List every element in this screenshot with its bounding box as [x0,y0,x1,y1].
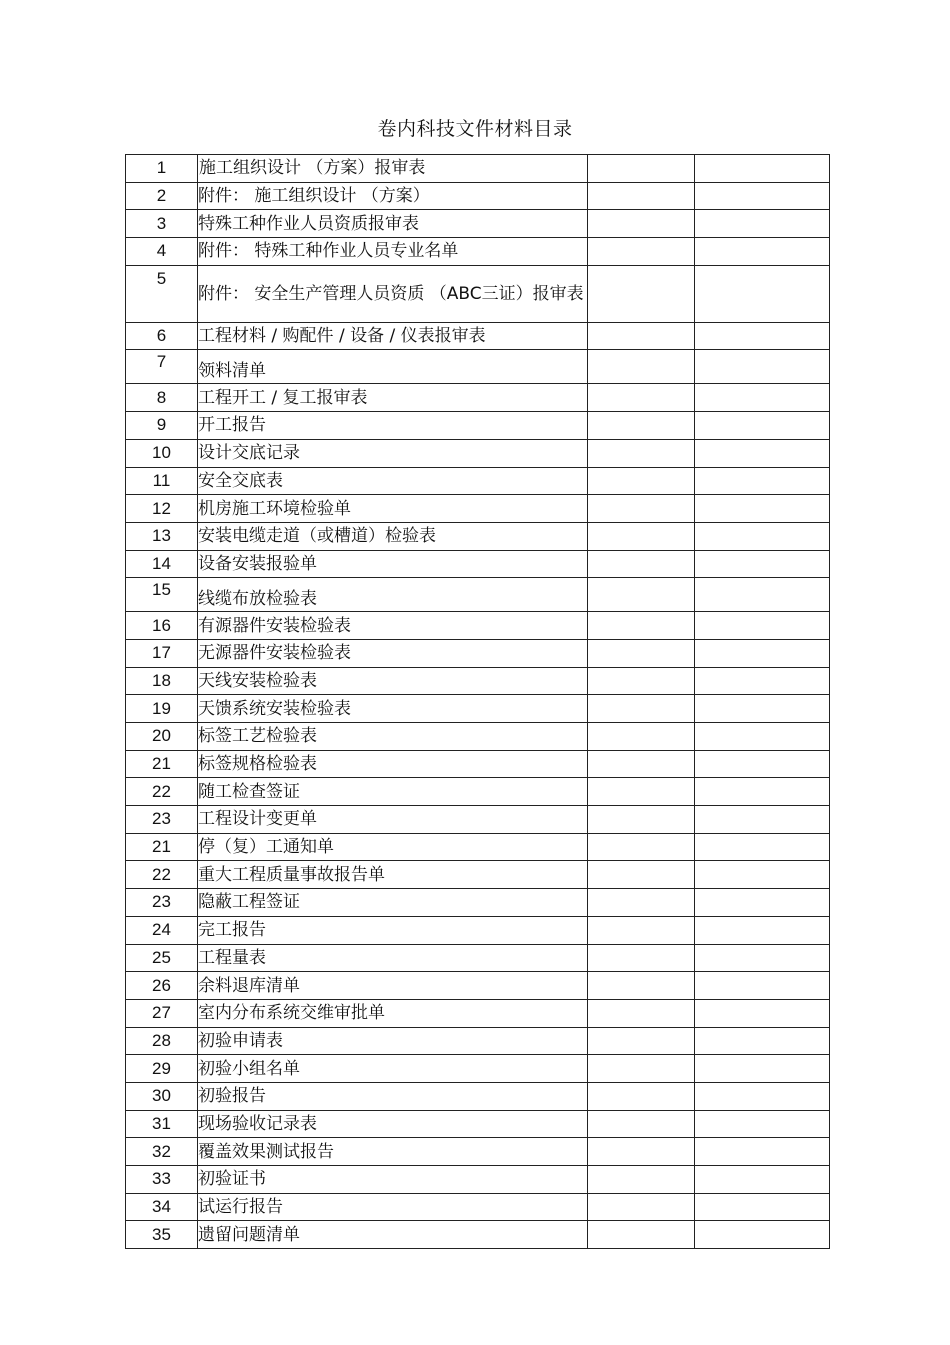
row-title: 开工报告 [198,412,588,440]
table-row [126,578,830,612]
row-empty-cell [695,350,830,384]
row-empty-cell [695,467,830,495]
table-row [126,350,830,384]
row-empty-cell [695,778,830,806]
row-number: 34 [126,1193,198,1221]
row-empty-cell [588,723,695,751]
row-title: 现场验收记录表 [198,1110,588,1138]
row-title: 天线安装检验表 [198,667,588,695]
row-empty-cell [695,522,830,550]
row-number: 22 [126,861,198,889]
row-title: 随工检查签证 [198,778,588,806]
row-empty-cell [695,155,830,183]
row-empty-cell [695,972,830,1000]
row-number: 8 [126,384,198,412]
table-row [126,522,830,550]
row-empty-cell [588,210,695,238]
row-number: 1 [126,155,198,183]
row-empty-cell [695,439,830,467]
catalog-table [125,154,830,1249]
row-empty-cell [695,384,830,412]
row-title: 初验申请表 [198,1027,588,1055]
page-title: 卷内科技文件材料目录 [377,118,573,140]
row-title: 工程量表 [198,944,588,972]
row-number: 18 [126,667,198,695]
table-row [126,412,830,440]
row-number: 17 [126,639,198,667]
row-empty-cell [695,182,830,210]
row-title: 安全交底表 [198,467,588,495]
row-title: 工程材料 / 购配件 / 设备 / 仪表报审表 [198,322,588,350]
row-empty-cell [695,806,830,834]
row-empty-cell [695,495,830,523]
table-row [126,1027,830,1055]
row-title: 标签规格检验表 [198,750,588,778]
table-row [126,612,830,640]
table-row [126,916,830,944]
row-number: 26 [126,972,198,1000]
row-title: 试运行报告 [198,1193,588,1221]
table-row [126,833,830,861]
row-empty-cell [588,639,695,667]
row-empty-cell [695,1138,830,1166]
row-empty-cell [588,972,695,1000]
row-number: 24 [126,916,198,944]
row-empty-cell [588,1110,695,1138]
row-title: 施工组织设计 （方案）报审表 [198,155,588,183]
row-empty-cell [695,238,830,266]
row-empty-cell [588,612,695,640]
row-empty-cell [588,999,695,1027]
table-row [126,265,830,322]
row-title: 线缆布放检验表 [198,578,588,612]
row-title: 完工报告 [198,916,588,944]
row-number: 32 [126,1138,198,1166]
row-empty-cell [695,944,830,972]
row-title: 停（复）工通知单 [198,833,588,861]
row-number: 11 [126,467,198,495]
row-title: 附件： 特殊工种作业人员专业名单 [198,238,588,266]
row-number: 30 [126,1082,198,1110]
table-row [126,1055,830,1083]
row-title: 附件： 施工组织设计 （方案） [198,182,588,210]
row-number: 20 [126,723,198,751]
row-empty-cell [695,1166,830,1194]
row-empty-cell [588,778,695,806]
row-empty-cell [695,1027,830,1055]
row-title: 附件： 安全生产管理人员资质 （ABC三证）报审表 [198,265,588,322]
table-row [126,550,830,578]
row-title: 有源器件安装检验表 [198,612,588,640]
row-empty-cell [695,1082,830,1110]
row-empty-cell [695,412,830,440]
row-number: 23 [126,889,198,917]
row-empty-cell [588,550,695,578]
row-empty-cell [588,238,695,266]
row-title: 设备安装报验单 [198,550,588,578]
row-empty-cell [588,439,695,467]
row-number: 28 [126,1027,198,1055]
row-empty-cell [588,750,695,778]
row-number: 10 [126,439,198,467]
row-title: 工程设计变更单 [198,806,588,834]
row-empty-cell [695,612,830,640]
row-number: 21 [126,750,198,778]
row-title: 初验证书 [198,1166,588,1194]
row-empty-cell [588,833,695,861]
row-empty-cell [695,578,830,612]
row-empty-cell [695,210,830,238]
row-title: 安装电缆走道（或槽道）检验表 [198,522,588,550]
row-number: 9 [126,412,198,440]
row-empty-cell [588,1221,695,1249]
table-row [126,1166,830,1194]
row-empty-cell [695,889,830,917]
table-row [126,639,830,667]
row-number: 29 [126,1055,198,1083]
row-number: 3 [126,210,198,238]
row-number: 21 [126,833,198,861]
row-empty-cell [695,695,830,723]
row-empty-cell [588,155,695,183]
row-empty-cell [695,833,830,861]
row-title: 初验报告 [198,1082,588,1110]
row-empty-cell [588,916,695,944]
table-row [126,182,830,210]
table-row [126,778,830,806]
row-number: 19 [126,695,198,723]
row-number: 15 [126,578,198,612]
row-title: 领料清单 [198,350,588,384]
row-empty-cell [695,1193,830,1221]
table-row [126,1082,830,1110]
row-empty-cell [588,384,695,412]
row-empty-cell [588,467,695,495]
row-empty-cell [588,322,695,350]
row-title: 覆盖效果测试报告 [198,1138,588,1166]
row-empty-cell [695,723,830,751]
row-empty-cell [588,1166,695,1194]
row-empty-cell [588,350,695,384]
row-title: 初验小组名单 [198,1055,588,1083]
table-row [126,944,830,972]
table-row [126,972,830,1000]
row-empty-cell [588,944,695,972]
table-row [126,467,830,495]
row-empty-cell [588,495,695,523]
row-number: 27 [126,999,198,1027]
table-row [126,1138,830,1166]
row-title: 遗留问题清单 [198,1221,588,1249]
row-empty-cell [695,999,830,1027]
row-empty-cell [588,889,695,917]
row-title: 天馈系统安装检验表 [198,695,588,723]
row-empty-cell [695,1221,830,1249]
table-row [126,322,830,350]
row-empty-cell [588,861,695,889]
row-empty-cell [588,1193,695,1221]
row-title: 余料退库清单 [198,972,588,1000]
row-empty-cell [695,1055,830,1083]
row-number: 4 [126,238,198,266]
row-empty-cell [695,667,830,695]
row-number: 13 [126,522,198,550]
row-title: 设计交底记录 [198,439,588,467]
row-empty-cell [588,1138,695,1166]
row-empty-cell [588,182,695,210]
row-number: 16 [126,612,198,640]
table-row [126,861,830,889]
row-empty-cell [588,1055,695,1083]
row-empty-cell [695,265,830,322]
table-row [126,1193,830,1221]
row-empty-cell [588,806,695,834]
row-title: 重大工程质量事故报告单 [198,861,588,889]
row-title: 机房施工环境检验单 [198,495,588,523]
row-title: 特殊工种作业人员资质报审表 [198,210,588,238]
row-title: 工程开工 / 复工报审表 [198,384,588,412]
row-empty-cell [695,639,830,667]
row-number: 33 [126,1166,198,1194]
row-number: 7 [126,350,198,384]
row-empty-cell [695,750,830,778]
table-row [126,695,830,723]
row-empty-cell [695,916,830,944]
table-row [126,384,830,412]
row-number: 22 [126,778,198,806]
row-number: 5 [126,265,198,322]
row-number: 6 [126,322,198,350]
row-number: 12 [126,495,198,523]
row-empty-cell [588,412,695,440]
row-empty-cell [588,1082,695,1110]
table-row [126,999,830,1027]
row-empty-cell [588,667,695,695]
table-row [126,495,830,523]
row-title: 室内分布系统交维审批单 [198,999,588,1027]
row-empty-cell [588,265,695,322]
table-row [126,238,830,266]
table-row [126,667,830,695]
row-number: 25 [126,944,198,972]
row-number: 35 [126,1221,198,1249]
row-title: 无源器件安装检验表 [198,639,588,667]
row-number: 14 [126,550,198,578]
table-row [126,806,830,834]
table-row [126,889,830,917]
row-number: 31 [126,1110,198,1138]
row-empty-cell [588,1027,695,1055]
row-empty-cell [695,861,830,889]
row-empty-cell [588,695,695,723]
table-row [126,155,830,183]
table-row [126,210,830,238]
row-empty-cell [588,578,695,612]
row-empty-cell [695,1110,830,1138]
row-empty-cell [695,322,830,350]
table-row [126,750,830,778]
row-title: 标签工艺检验表 [198,723,588,751]
row-empty-cell [695,550,830,578]
row-number: 23 [126,806,198,834]
table-row [126,1221,830,1249]
table-row [126,723,830,751]
row-number: 2 [126,182,198,210]
table-row [126,439,830,467]
table-row [126,1110,830,1138]
row-title: 隐蔽工程签证 [198,889,588,917]
row-empty-cell [588,522,695,550]
